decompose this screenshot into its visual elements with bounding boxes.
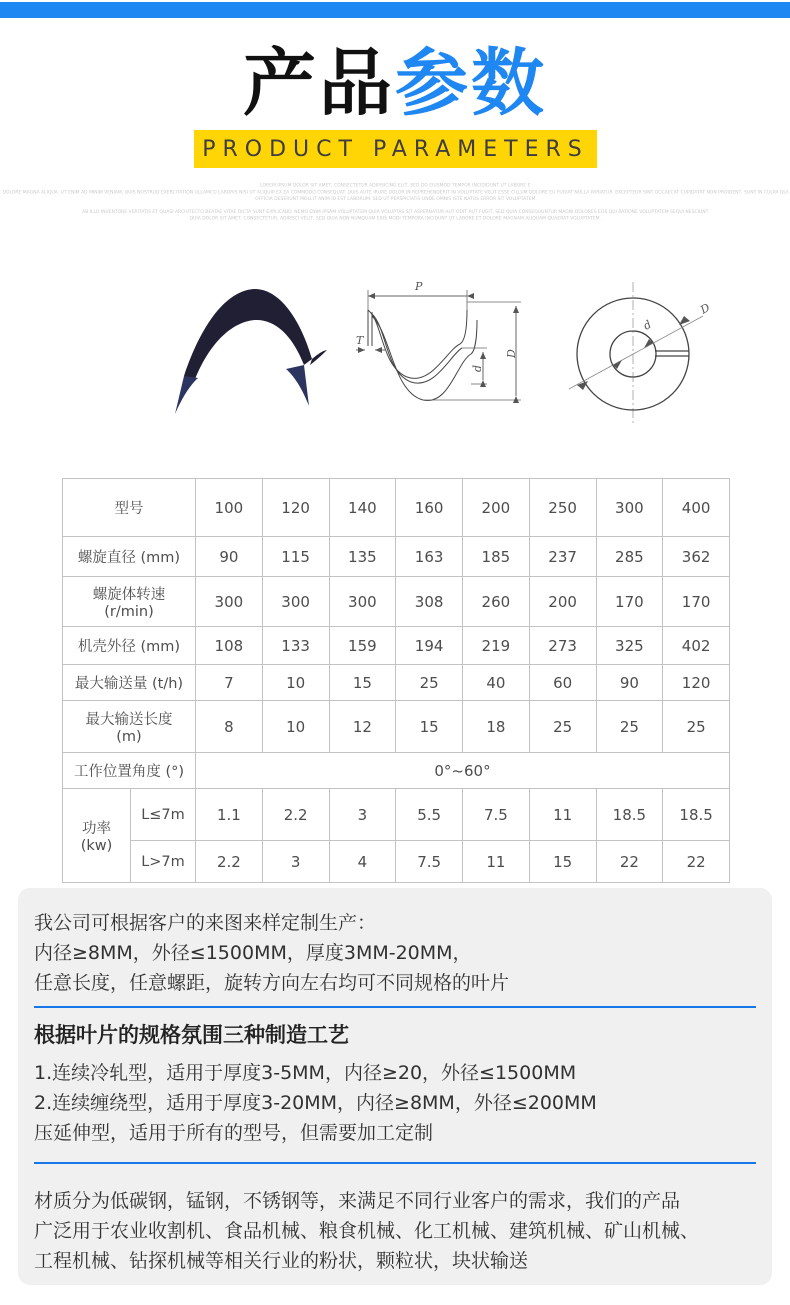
fineprint-line: LOREM IPSUM DOLOR SIT AMET, CONSECTETUR ADIPISICING ELIT, SED DO EIUSMOD TEMPOR INCIDIDUNT UT LABORE E: [260, 182, 531, 188]
ring-D-label: D: [698, 300, 713, 317]
table-cell: 7.5: [396, 841, 463, 883]
row-label-line: (m): [116, 729, 142, 745]
table-cell: 18.5: [663, 789, 730, 841]
table-cell: 25: [396, 665, 463, 701]
table-cell: 11: [463, 841, 530, 883]
table-cell: 140: [329, 479, 396, 537]
table-cell: 285: [596, 537, 663, 577]
table-cell: 18: [463, 701, 530, 753]
info-panel: [18, 888, 772, 1285]
dim-T-label: T: [356, 334, 364, 347]
table-row-power-1: [63, 789, 730, 841]
table-row-angle: [63, 753, 730, 789]
table-cell: 300: [596, 479, 663, 537]
table-row-max-length: [63, 701, 730, 753]
subtitle-banner: PRODUCT PARAMETERS: [194, 130, 597, 168]
table-row-spiral-diameter: [63, 537, 730, 577]
table-cell: 200: [529, 577, 596, 627]
table-cell: 25: [529, 701, 596, 753]
table-cell: 15: [396, 701, 463, 753]
table-cell: 100: [196, 479, 263, 537]
table-cell: 200: [463, 479, 530, 537]
process-heading: 根据叶片的规格氛围三种制造工艺: [34, 1023, 349, 1047]
table-cell: 163: [396, 537, 463, 577]
row-label-power: [63, 789, 131, 883]
table-cell-angle-value: 0°~60°: [196, 753, 730, 789]
table-cell: 15: [529, 841, 596, 883]
spec-table: [62, 478, 730, 883]
table-cell: 40: [463, 665, 530, 701]
table-cell: 120: [663, 665, 730, 701]
table-cell: 8: [196, 701, 263, 753]
fineprint-block-1: [0, 182, 790, 202]
table-cell: 18.5: [596, 789, 663, 841]
table-cell: 5.5: [396, 789, 463, 841]
fineprint-line: DOLORE MAGNA ALIQUA. UT ENIM AD MINIM VENIAM, QUIS NOSTRUD EXERCITATION ULLAMCO LABORIS NISI UT ALIQUIP EX EA COMMODO CONSEQUAT. DUIS AUTE IRURE DOLOR IN REPREHENDERIT IN VOLUPTATE VELIT ESSE CILLUM DOLORE EU FUGIAT NULLA PARIATUR. EXCEPTEUR SINT OCCAECAT CUPIDATAT NON PROIDENT, SUNT IN CULPA QUI: [2, 189, 789, 195]
page-title-cn-blue: 参数: [395, 41, 547, 126]
process-line: 2.连续缠绕型，适用于厚度3-20MM，内径≥8MM，外径≤200MM: [34, 1092, 597, 1114]
table-cell: 7: [196, 665, 263, 701]
table-cell: 159: [329, 627, 396, 665]
materials-note: [34, 1186, 756, 1276]
row-label-line: 最大输送长度: [85, 712, 173, 728]
table-cell: 22: [596, 841, 663, 883]
table-cell: 25: [663, 701, 730, 753]
custom-production-note: [34, 908, 756, 998]
table-cell: 3: [262, 841, 329, 883]
materials-line: 工程机械、钻探机械等相关行业的粉状，颗粒状，块状输送: [34, 1250, 529, 1272]
table-cell: 135: [329, 537, 396, 577]
table-cell: 400: [663, 479, 730, 537]
table-cell: 7.5: [463, 789, 530, 841]
fineprint-text: [0, 182, 790, 228]
row-label-max-length: [63, 701, 196, 753]
dim-D-label: D: [505, 349, 518, 358]
ring-d-label: d: [641, 317, 654, 333]
table-cell: 133: [262, 627, 329, 665]
row-label-rotation-speed: [63, 577, 196, 627]
table-cell: 90: [196, 537, 263, 577]
fineprint-line: OFFICIA DESERUNT MOLLIT ANIM ID EST LABORUM. SED UT PERSPICIATIS UNDE OMNIS ISTE NATUS ERROR SIT VOLUPTATEM: [255, 196, 536, 202]
custom-note-line: 内径≥8MM，外径≤1500MM，厚度3MM-20MM，: [34, 942, 472, 964]
process-list: [34, 1058, 756, 1148]
row-label-line: (r/min): [104, 604, 154, 620]
table-row-model: [63, 479, 730, 537]
table-cell: 10: [262, 701, 329, 753]
fineprint-block-2: [0, 208, 790, 222]
row-sublabel-power-1: L≤7m: [131, 789, 196, 841]
table-cell: 11: [529, 789, 596, 841]
table-cell: 2.2: [262, 789, 329, 841]
page-title-cn-black: 产品: [243, 41, 395, 126]
blade-profile-drawing: [355, 280, 535, 420]
table-cell: 237: [529, 537, 596, 577]
table-cell: 185: [463, 537, 530, 577]
custom-note-line: 我公司可根据客户的来图来样定制生产：: [34, 912, 377, 934]
row-label-line: (kw): [80, 838, 113, 854]
table-cell: 300: [196, 577, 263, 627]
table-row-power-2: [63, 841, 730, 883]
dim-P-label: P: [415, 280, 423, 293]
table-cell: 4: [329, 841, 396, 883]
table-cell: 402: [663, 627, 730, 665]
table-cell: 60: [529, 665, 596, 701]
table-cell: 15: [329, 665, 396, 701]
process-line: 1.连续冷轧型，适用于厚度3-5MM，内径≥20，外径≤1500MM: [34, 1062, 577, 1084]
table-cell: 170: [663, 577, 730, 627]
table-cell: 250: [529, 479, 596, 537]
divider-blue: [34, 1006, 756, 1008]
materials-line: 材质分为低碳钢，锰钢，不锈钢等，来满足不同行业客户的需求，我们的产品: [34, 1190, 681, 1212]
table-cell: 3: [329, 789, 396, 841]
row-label-casing-diameter: 机壳外径 (mm): [63, 627, 196, 665]
table-cell: 308: [396, 577, 463, 627]
table-cell: 325: [596, 627, 663, 665]
row-label-max-capacity: 最大输送量 (t/h): [63, 665, 196, 701]
table-cell: 120: [262, 479, 329, 537]
table-cell: 22: [663, 841, 730, 883]
row-label-line: 功率: [82, 821, 111, 837]
table-cell: 219: [463, 627, 530, 665]
divider-blue: [34, 1162, 756, 1164]
materials-line: 广泛用于农业收割机、食品机械、粮食机械、化工机械、建筑机械、矿山机械、: [34, 1220, 700, 1242]
table-cell: 194: [396, 627, 463, 665]
table-cell: 115: [262, 537, 329, 577]
dim-d-label: d: [471, 364, 484, 372]
table-cell: 300: [262, 577, 329, 627]
process-line: 压延伸型，适用于所有的型号，但需要加工定制: [34, 1122, 434, 1144]
table-cell: 12: [329, 701, 396, 753]
table-cell: 300: [329, 577, 396, 627]
top-accent-bar: [0, 2, 790, 18]
spiral-blade-photo: [162, 272, 332, 427]
row-label-line: 螺旋体转速: [92, 587, 166, 603]
table-cell: 160: [396, 479, 463, 537]
table-cell: 10: [262, 665, 329, 701]
fineprint-line: AB ILLO INVENTORE VERITATIS ET QUASI ARCHITECTO BEATAE VITAE DICTA SUNT EXPLICABO. NEMO ENIM IPSAM VOLUPTATEM QUIA VOLUPTAS SIT ASPERNATUR AUT ODIT AUT FUGIT, SED QUIA CONSEQUUNTUR MAGNI DOLORES EOS QUI RATIONE VOLUPTATEM SEQUI NESCIUNT: [82, 209, 709, 215]
table-cell: 90: [596, 665, 663, 701]
page-title: [0, 42, 790, 126]
table-cell: 362: [663, 537, 730, 577]
row-sublabel-power-2: L>7m: [131, 841, 196, 883]
row-label-model: 型号: [63, 479, 196, 537]
custom-note-line: 任意长度，任意螺距，旋转方向左右均可不同规格的叶片: [34, 972, 510, 994]
row-label-angle: 工作位置角度 (°): [63, 753, 196, 789]
table-cell: 170: [596, 577, 663, 627]
fineprint-line: QUIA DOLOR SIT AMET, CONSECTETUR, ADIPISCI VELIT, SED QUIA NON NUMQUAM EIUS MODI TEMPORA INCIDUNT UT LABORE ET DOLORE MAGNAM ALIQUAM QUAERAT VOLUPTATEM.: [189, 215, 601, 221]
table-cell: 108: [196, 627, 263, 665]
table-row-rotation-speed: [63, 577, 730, 627]
row-label-spiral-diameter: 螺旋直径 (mm): [63, 537, 196, 577]
table-cell: 273: [529, 627, 596, 665]
table-cell: 25: [596, 701, 663, 753]
table-row-max-capacity: [63, 665, 730, 701]
table-row-casing-diameter: [63, 627, 730, 665]
blade-ring-drawing: [545, 278, 730, 428]
table-cell: 1.1: [196, 789, 263, 841]
table-cell: 2.2: [196, 841, 263, 883]
table-cell: 260: [463, 577, 530, 627]
